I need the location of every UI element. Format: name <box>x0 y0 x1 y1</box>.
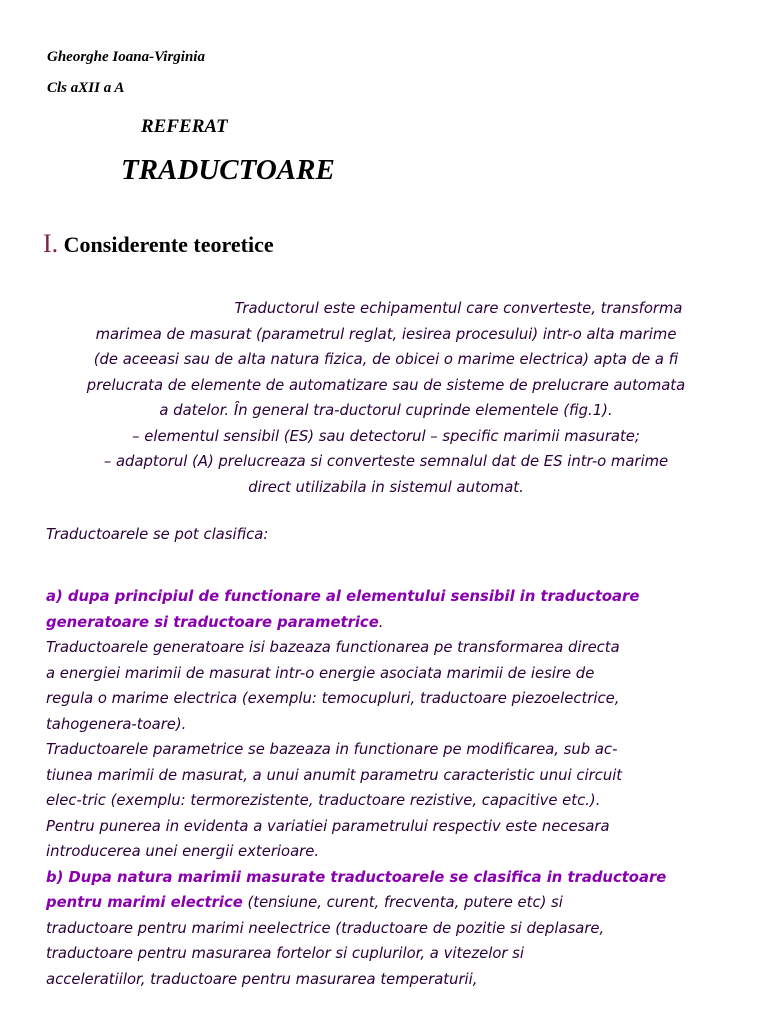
point-a-rest: . <box>378 613 384 631</box>
point-b-heading: b) Dupa natura marimii masurate traductoarele se clasifica in traductoare <box>46 868 667 886</box>
point-b-line: acceleratiilor, traductoare pentru masurarea temperaturii, <box>46 970 478 988</box>
section-heading <box>43 229 274 259</box>
generatoare-line: tahogenera-toare). <box>46 715 187 733</box>
intro-line: – adaptorul (A) prelucreaza si converteste semnalul dat de ES intr-o marime <box>103 453 669 470</box>
generatoare-line: Traductoarele generatoare isi bazeaza functionarea pe transformarea directa <box>46 639 620 656</box>
section-title: Considerente teoretice <box>63 232 274 257</box>
parametrice-line: elec-tric (exemplu: termorezistente, traductoare rezistive, capacitive etc.). <box>46 792 601 809</box>
generatoare-line: regula o marime electrica (exemplu: temocupluri, traductoare piezoelectrice, <box>46 690 620 707</box>
point-a-bold: generatoare si traductoare parametrice <box>46 613 379 631</box>
intro-line: Traductorul este echipamentul care converteste, transforma <box>234 300 683 317</box>
parametrice-line: introducerea unei energii exterioare. <box>46 843 320 860</box>
classify-intro: Traductoarele se pot clasifica: <box>46 526 269 543</box>
parametrice-line: Pentru punerea in evidenta a variatiei parametrului respectiv este necesara <box>46 817 610 835</box>
parametrice-line: Traductoarele parametrice se bazeaza in functionare pe modificarea, sub ac- <box>46 741 618 758</box>
point-b-line: traductoare pentru marimi neelectrice (traductoare de pozitie si deplasare, <box>46 919 605 937</box>
parametrice-line: tiunea marimii de masurat, a unui anumit parametru caracteristic unui circuit <box>46 766 623 784</box>
point-b-line: traductoare pentru masurarea fortelor si cuplurilor, a vitezelor si <box>46 945 524 962</box>
intro-line: prelucrata de elemente de automatizare sau de sisteme de prelucrare automata <box>86 376 686 394</box>
intro-line: – elementul sensibil (ES) sau detectorul – specific marimii masurate; <box>132 427 640 445</box>
classification-section <box>46 522 746 992</box>
point-b-heading-cont <box>46 890 746 916</box>
page-title: TRADUCTOARE <box>121 154 335 186</box>
class-label: Cls aXII a A <box>47 80 125 96</box>
point-a-heading: a) dupa principiul de functionare al elementului sensibil in traductoare <box>46 588 640 605</box>
document-type: REFERAT <box>141 116 228 137</box>
intro-paragraph <box>36 296 736 500</box>
section-number: I. <box>43 229 59 258</box>
author-name: Gheorghe Ioana-Virginia <box>47 49 205 65</box>
point-b-rest: (tensiune, curent, frecventa, putere etc) si <box>242 894 563 911</box>
intro-line: (de aceeasi sau de alta natura fizica, de obicei o marime electrica) apta de a fi <box>93 351 679 368</box>
point-a-heading-cont <box>46 610 746 636</box>
point-b-bold: pentru marimi electrice <box>46 894 243 911</box>
intro-line: a datelor. În general tra-ductorul cuprinde elementele (fig.1). <box>159 402 613 419</box>
generatoare-line: a energiei marimii de masurat intr-o energie asociata marimii de iesire de <box>46 664 595 682</box>
intro-line: direct utilizabila in sistemul automat. <box>248 478 524 496</box>
intro-line: marimea de masurat (parametrul reglat, iesirea procesului) intr-o alta marime <box>95 325 677 343</box>
